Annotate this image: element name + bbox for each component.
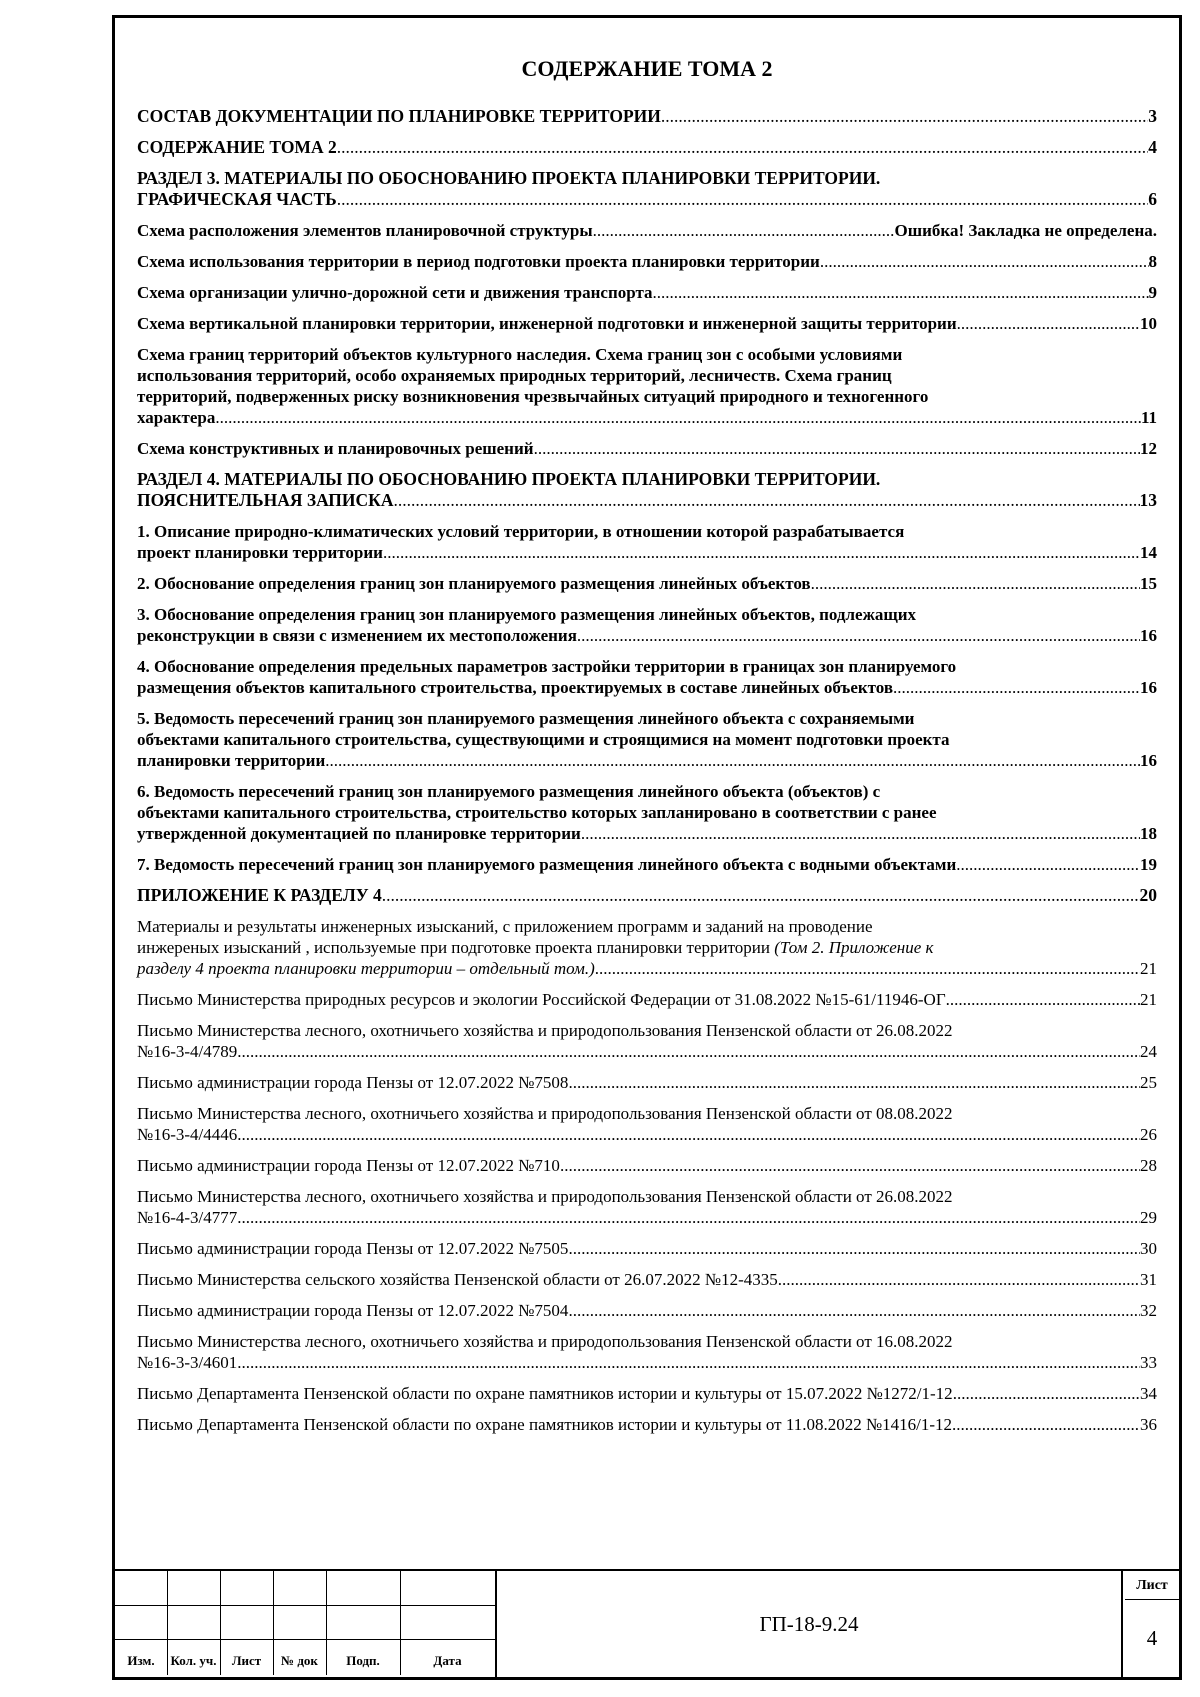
col-data-label: Дата	[433, 1653, 462, 1668]
toc-entry[interactable]	[137, 220, 1157, 241]
toc-entry-line: территорий, подверженных риску возникновения чрезвычайных ситуаций природного и техногенного	[137, 387, 929, 406]
sheet-label: Лист	[1125, 1575, 1179, 1600]
document-frame	[112, 15, 1182, 1680]
toc-entry-page: 15	[1140, 574, 1157, 593]
toc-entry-page: 3	[1148, 106, 1157, 126]
toc-entry-text: Схема организации улично-дорожной сети и движения транспорта	[137, 283, 653, 302]
toc-entry-line: объектами капитального строительства, существующими и строящимися на момент подготовки проекта	[137, 730, 950, 749]
toc-entry-line: объектами капитального строительства, строительство которых запланировано в соответствии с ранее	[137, 803, 937, 822]
toc-entry-page: 18	[1140, 824, 1157, 843]
toc-entry[interactable]	[137, 708, 1157, 771]
toc-entry[interactable]	[137, 251, 1157, 272]
toc-entry-text: №16-3-4/4789	[137, 1042, 238, 1061]
toc-entry-page: 19	[1140, 855, 1157, 874]
toc-entry-text: проект планировки территории	[137, 543, 383, 562]
toc-entry-line: Схема границ территорий объектов культурного наследия. Схема границ зон с особыми условиями	[137, 345, 903, 364]
toc-entry-page: 20	[1139, 885, 1157, 905]
toc-entry[interactable]	[137, 1269, 1157, 1290]
toc-entry-text: ГРАФИЧЕСКАЯ ЧАСТЬ	[137, 189, 337, 209]
toc-entry-text: утвержденной документацией по планировке территории	[137, 824, 581, 843]
toc-entry-text: Схема конструктивных и планировочных решений	[137, 439, 534, 458]
toc-entry-line: Письмо Министерства лесного, охотничьего хозяйства и природопользования Пензенской области от 26.08.2022	[137, 1187, 953, 1206]
toc-entry-page: 16	[1140, 678, 1157, 697]
toc-entry-page: 6	[1148, 189, 1157, 209]
toc-entry-text: №16-3-3/4601	[137, 1353, 238, 1372]
toc-entry-text: Письмо Департамента Пензенской области по охране памятников истории и культуры от 15.07.2022 №1272/1-12	[137, 1384, 953, 1403]
toc-entry-page: 14	[1140, 543, 1157, 562]
toc-entry-line: Письмо Министерства лесного, охотничьего хозяйства и природопользования Пензенской области от 08.08.2022	[137, 1104, 953, 1123]
toc-entry-page: 28	[1140, 1156, 1157, 1175]
toc-entry-line: РАЗДЕЛ 3. МАТЕРИАЛЫ ПО ОБОСНОВАНИЮ ПРОЕКТА ПЛАНИРОВКИ ТЕРРИТОРИИ.	[137, 168, 881, 188]
toc-entry-page: 31	[1140, 1270, 1157, 1289]
toc-entry-line: РАЗДЕЛ 4. МАТЕРИАЛЫ ПО ОБОСНОВАНИЮ ПРОЕКТА ПЛАНИРОВКИ ТЕРРИТОРИИ.	[137, 469, 881, 489]
toc-entry-page: 12	[1140, 439, 1157, 458]
toc-entry-text: Письмо Департамента Пензенской области по охране памятников истории и культуры от 11.08.2022 №1416/1-12	[137, 1415, 953, 1434]
toc-entry-text: реконструкции в связи с изменением их местоположения	[137, 626, 577, 645]
toc-entry-page: 33	[1140, 1353, 1157, 1372]
toc-entry-line: Письмо Министерства лесного, охотничьего хозяйства и природопользования Пензенской области от 16.08.2022	[137, 1332, 953, 1351]
toc-entry[interactable]	[137, 1020, 1157, 1062]
toc-entry[interactable]	[137, 106, 1157, 127]
title-block	[115, 1569, 1179, 1677]
sheet-box	[1125, 1571, 1179, 1675]
toc-entry-text: Схема вертикальной планировки территории, инженерной подготовки и инженерной защиты территории	[137, 314, 957, 333]
col-list-label: Лист	[231, 1653, 262, 1668]
toc-entry[interactable]	[137, 438, 1157, 459]
toc-entry-text: разделу 4 проекта планировки территории – отдельный том.)	[137, 959, 595, 978]
col-kol-label: Кол. уч.	[170, 1653, 217, 1668]
toc-entry-text: Письмо администрации города Пензы от 12.07.2022 №7505	[137, 1239, 569, 1258]
toc-entry-line: 1. Описание природно-климатических условий территории, в отношении которой разрабатывается	[137, 522, 905, 541]
toc-entry-page: 13	[1139, 490, 1157, 510]
toc-entry-text: №16-3-4/4446	[137, 1125, 238, 1144]
toc-entry-page: 10	[1140, 314, 1157, 333]
col-podp-label: Подп.	[346, 1653, 380, 1668]
toc-entry[interactable]	[137, 1383, 1157, 1404]
toc-entry-text: Схема использования территории в период подготовки проекта планировки территории	[137, 252, 820, 271]
toc-entry[interactable]	[137, 344, 1157, 428]
toc-entry-text: 2. Обоснование определения границ зон планируемого размещения линейных объектов	[137, 574, 811, 593]
toc-entry[interactable]	[137, 137, 1157, 158]
toc-entry-text: СОДЕРЖАНИЕ ТОМА 2	[137, 137, 337, 157]
toc-entry-line: 6. Ведомость пересечений границ зон планируемого размещения линейного объекта (объектов) с	[137, 782, 881, 801]
toc-entry-error: Ошибка! Закладка не определена.	[894, 221, 1157, 240]
toc-entry[interactable]	[137, 1300, 1157, 1321]
toc-entry[interactable]	[137, 1103, 1157, 1145]
toc-entry[interactable]	[137, 168, 1157, 210]
toc-entry-page: 25	[1140, 1073, 1157, 1092]
sheet-number: 4	[1146, 1625, 1158, 1650]
toc-entry-line: инжереных изысканий , используемые при подготовке проекта планировки территории	[137, 938, 775, 957]
toc-entry-page: 9	[1148, 283, 1157, 302]
toc-entry[interactable]	[137, 1238, 1157, 1259]
toc-entry[interactable]	[137, 573, 1157, 594]
toc-entry[interactable]	[137, 1155, 1157, 1176]
table-of-contents	[137, 106, 1157, 1445]
toc-entry[interactable]	[137, 1331, 1157, 1373]
document-code: ГП-18-9.24	[495, 1571, 1123, 1677]
toc-entry-text: планировки территории	[137, 751, 326, 770]
toc-entry-page: 21	[1140, 959, 1157, 978]
col-doc-label: № док	[281, 1653, 318, 1668]
toc-entry[interactable]	[137, 1186, 1157, 1228]
toc-entry-page: 30	[1140, 1239, 1157, 1258]
toc-entry[interactable]	[137, 282, 1157, 303]
toc-entry-page: 8	[1148, 252, 1157, 271]
toc-entry-page: 16	[1140, 626, 1157, 645]
toc-entry-text: Схема расположения элементов планировочной структуры	[137, 221, 593, 240]
toc-entry[interactable]	[137, 885, 1157, 906]
toc-entry-page: 4	[1148, 137, 1157, 157]
toc-entry-line: 4. Обоснование определения предельных параметров застройки территории в границах зон планируемого	[137, 657, 957, 676]
toc-entry-page: 11	[1140, 408, 1157, 427]
toc-entry-text: Письмо Министерства природных ресурсов и экологии Российской Федерации от 31.08.2022 №15-61/11946-ОГ	[137, 990, 946, 1009]
toc-entry[interactable]	[137, 521, 1157, 563]
toc-entry-page: 26	[1140, 1125, 1157, 1144]
revision-grid	[115, 1571, 495, 1675]
toc-entry-page: 16	[1140, 751, 1157, 770]
toc-entry-text: Письмо администрации города Пензы от 12.07.2022 №7508	[137, 1073, 569, 1092]
toc-entry-page: 21	[1140, 990, 1157, 1009]
toc-entry[interactable]	[137, 781, 1157, 844]
toc-entry-text: характера	[137, 408, 216, 427]
toc-entry-line: 5. Ведомость пересечений границ зон планируемого размещения линейного объекта с сохраняемыми	[137, 709, 915, 728]
toc-entry-text: №16-4-3/4777	[137, 1208, 238, 1227]
page-title: СОДЕРЖАНИЕ ТОМА 2	[521, 56, 773, 81]
toc-entry-line: Письмо Министерства лесного, охотничьего хозяйства и природопользования Пензенской области от 26.08.2022	[137, 1021, 953, 1040]
toc-entry-text: Письмо администрации города Пензы от 12.07.2022 №710	[137, 1156, 560, 1175]
toc-entry-text: размещения объектов капитального строительства, проектируемых в составе линейных объектов	[137, 678, 894, 697]
toc-entry-line: 3. Обоснование определения границ зон планируемого размещения линейных объектов, подлежащих	[137, 605, 917, 624]
toc-entry-line: Материалы и результаты инженерных изысканий, с приложением программ и заданий на проводение	[137, 917, 873, 936]
toc-entry-text: ПРИЛОЖЕНИЕ К РАЗДЕЛУ 4	[137, 885, 382, 905]
toc-entry-page: 36	[1140, 1415, 1157, 1434]
toc-entry-page: 32	[1140, 1301, 1157, 1320]
toc-entry[interactable]	[137, 469, 1157, 511]
toc-entry[interactable]	[137, 1414, 1157, 1435]
toc-entry[interactable]	[137, 604, 1157, 646]
toc-entry[interactable]	[137, 989, 1157, 1010]
toc-entry-text: 7. Ведомость пересечений границ зон планируемого размещения линейного объекта с водными объектами	[137, 855, 957, 874]
col-izm-label: Изм.	[127, 1653, 155, 1668]
toc-entry-page: 34	[1140, 1384, 1157, 1403]
toc-entry-text: СОСТАВ ДОКУМЕНТАЦИИ ПО ПЛАНИРОВКЕ ТЕРРИТОРИИ	[137, 106, 661, 126]
toc-entry-text: Письмо администрации города Пензы от 12.07.2022 №7504	[137, 1301, 569, 1320]
toc-entry-line: использования территорий, особо охраняемых природных территорий, лесничеств. Схема границ	[137, 366, 892, 385]
toc-entry-italic: (Том 2. Приложение к	[774, 938, 934, 957]
toc-entry-text: ПОЯСНИТЕЛЬНАЯ ЗАПИСКА	[137, 490, 394, 510]
toc-entry-page: 29	[1140, 1208, 1157, 1227]
toc-entry[interactable]	[137, 916, 1157, 979]
toc-entry[interactable]	[137, 854, 1157, 875]
toc-entry[interactable]	[137, 656, 1157, 698]
toc-entry-page: 24	[1140, 1042, 1157, 1061]
toc-entry[interactable]	[137, 1072, 1157, 1093]
toc-entry[interactable]	[137, 313, 1157, 334]
toc-entry-text: Письмо Министерства сельского хозяйства Пензенской области от 26.07.2022 №12-4335	[137, 1270, 778, 1289]
